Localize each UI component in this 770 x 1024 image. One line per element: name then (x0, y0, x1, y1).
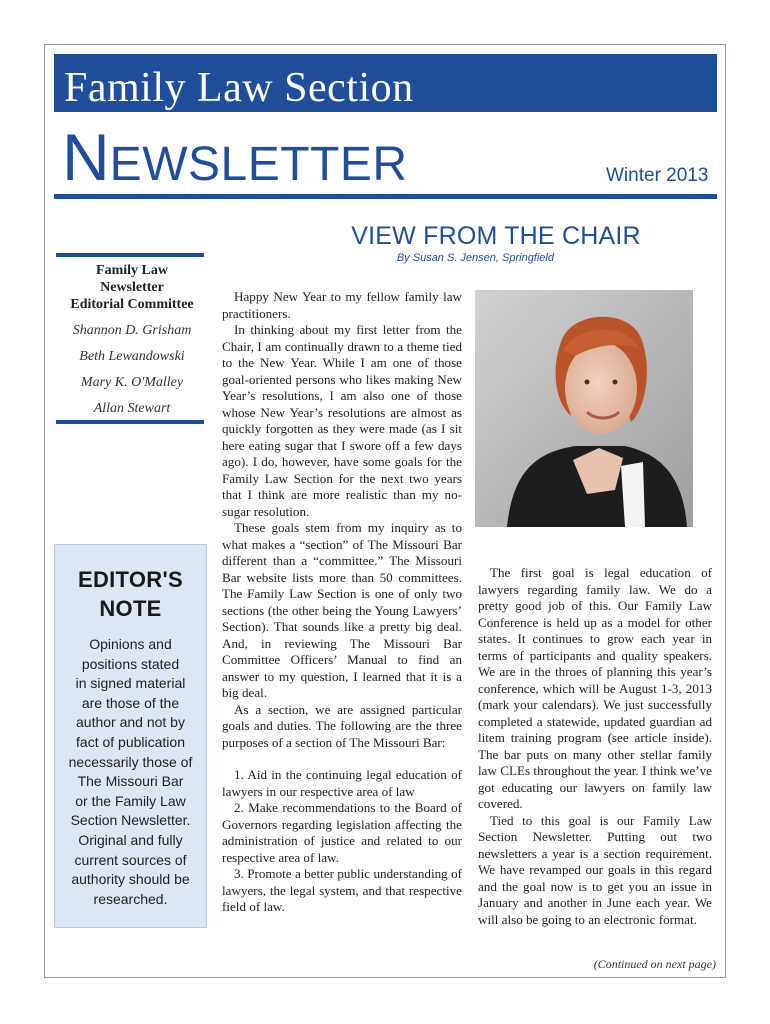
article-column-left (222, 289, 462, 916)
editors-note-line: Original and fully (78, 831, 183, 848)
editors-note-heading-line: NOTE (99, 596, 162, 621)
masthead-initial: N (62, 120, 110, 194)
article-paragraph: These goals stem from my inquiry as to what makes a “section” of The Missouri Bar different than a “committee.” The Missouri Bar website lists more than 50 committees. The Family Law Section is one of only two sections (the other being the Young Lawyers’ Section). That sounds like a pretty big deal. And, in reviewing The Missouri Bar Committee Officers’ Manual to find an answer to my question, I learned that it is a big deal. (222, 520, 462, 700)
editors-note-line: current sources of (74, 851, 187, 868)
article-title: VIEW FROM THE CHAIR (351, 222, 641, 250)
newsletter-masthead (62, 120, 408, 194)
committee-title-line: Editorial Committee (70, 297, 194, 312)
masthead-rule (54, 194, 717, 199)
editors-note-body (55, 635, 206, 909)
article-column-right (478, 565, 712, 928)
editors-note-line: The Missouri Bar (77, 773, 184, 790)
editors-note-line: Opinions and (89, 636, 172, 652)
committee-member: Mary K. O'Malley (80, 375, 184, 390)
article-paragraph: As a section, we are assigned particular goals and duties. The following are the three purposes of a section of The Missouri Bar: (222, 701, 462, 750)
editors-note-heading (55, 565, 206, 623)
article-byline: By Susan S. Jensen, Springfield (396, 252, 554, 264)
editors-note-line: Section Newsletter. (70, 812, 191, 829)
article-paragraph: In thinking about my first letter from the Chair, I am continually drawn to a theme tied to the New Year. While I am one of those goal-oriented persons who likes making New Year’s resolutions, I am also one of those whose New Year’s resolutions are almost as quickly forgotten as they were made (as I sit here eating sugar that I swore off a few days ago). I do, however, have some goals for the Family Law Section for the next two years that I think are more realistic than my no-sugar resolution. (222, 322, 462, 519)
masthead-rest: EWSLETTER (109, 138, 408, 191)
committee-title-line: Family Law (96, 263, 168, 278)
editors-note-line: fact of publication (76, 733, 185, 750)
section-banner (54, 54, 717, 112)
editors-note-line: in signed material (75, 675, 186, 692)
committee-top-rule (56, 253, 204, 257)
continued-on-next-page: (Continued on next page) (593, 957, 716, 971)
portrait-photo (475, 290, 693, 527)
article-paragraph: The first goal is legal education of lawyers regarding family law. We do a pretty good job of this. Our Family Law Conference is held up as a model for other states. It continues to grow each year in terms of participants and quality speakers. We are in the throes of planning this year’s conference, which will be August 1-3, 2013 (mark your calendars). We just successfully completed a statewide, updated guardian ad litem training program (see article inside). The bar puts on many other stellar family law CLEs throughout the year. I think we’ve got educating our lawyers on family law covered. (478, 565, 712, 811)
editors-note-heading-line: EDITOR'S (77, 567, 184, 592)
editors-note-line: or the Family Law (75, 792, 186, 809)
editors-note-line: authority should be (71, 871, 190, 888)
editors-note-line: author and not by (76, 714, 185, 731)
committee-member: Allan Stewart (93, 401, 171, 416)
article-paragraph: Tied to this goal is our Family Law Section Newsletter. Putting out two newsletters a year is a section requirement. We have revamped our goals in this regard and the goal now is to get you an issue in January and another in June each year. We will also be going to an electronic format. (478, 812, 712, 927)
editors-note-line: necessarily those of (68, 753, 193, 770)
committee-bottom-rule (56, 420, 204, 424)
banner-title: Family Law Section (64, 65, 414, 111)
article-paragraph: Happy New Year to my fellow family law practitioners. (222, 289, 462, 321)
committee-title-line: Newsletter (100, 280, 164, 295)
editors-note-line: researched. (93, 890, 168, 907)
editorial-committee (56, 262, 208, 417)
section-purpose-item: 2. Make recommendations to the Board of Governors regarding legislation affecting the administration of justice and related to our respective area of law. (222, 800, 462, 865)
committee-member: Beth Lewandowski (79, 349, 185, 364)
issue-date: Winter 2013 (606, 165, 709, 186)
portrait-graphic (475, 290, 693, 527)
section-purpose-item: 3. Promote a better public understanding of lawyers, the legal system, and that respective field of law. (222, 866, 462, 914)
editors-note-line: are those of the (81, 694, 180, 711)
section-purpose-item: 1. Aid in the continuing legal education of lawyers in our respective area of law (222, 767, 462, 799)
editors-note-line: positions stated (81, 655, 180, 672)
committee-member: Shannon D. Grisham (72, 323, 192, 338)
editors-note-box (54, 544, 207, 928)
